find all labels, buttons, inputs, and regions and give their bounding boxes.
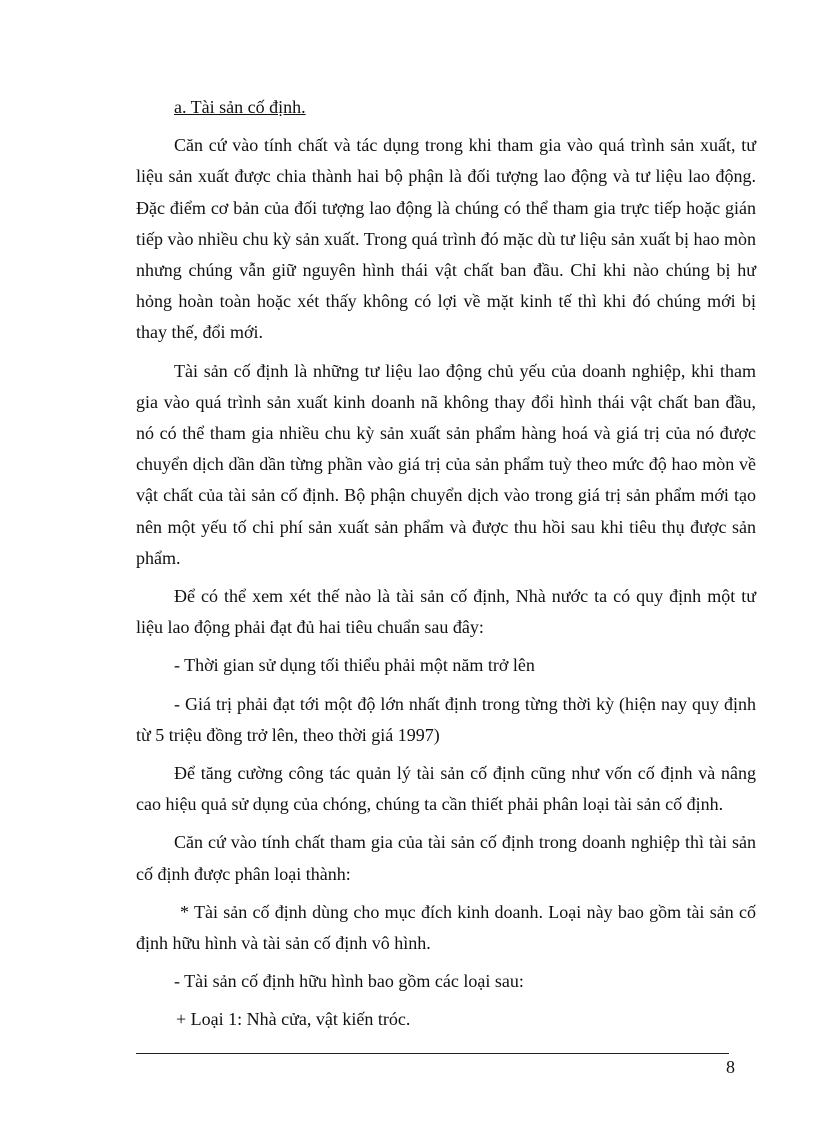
paragraph: Để có thể xem xét thế nào là tài sản cố định, Nhà nước ta có quy định một tư liệu lao động phải đạt đủ hai tiêu chuẩn sau đây:: [136, 586, 756, 638]
list-item: + Loại 1: Nhà cửa, vật kiến tróc.: [176, 1009, 411, 1030]
paragraph: Tài sản cố định là những tư liệu lao động chủ yếu của doanh nghiệp, khi tham gia vào quá trình sản xuất kinh doanh nã không thay đổi hình thái vật chất ban đầu, nó có thể tham gia nhiều chu kỳ sản xuất sản phẩm hàng hoá và giá trị của nó được chuyển dịch dần dần từng phần vào giá trị của sản phẩm tuỳ theo mức độ hao mòn về vật chất của tài sản cố định. Bộ phận chuyển dịch vào trong giá trị sản phẩm mới tạo nên một yếu tố chi phí sản xuất sản phẩm và được thu hồi sau khi tiêu thụ được sản phẩm.: [136, 360, 756, 568]
page-number: 8: [726, 1057, 735, 1077]
list-item: - Thời gian sử dụng tối thiểu phải một năm trở lên: [174, 655, 535, 676]
footer-divider: [136, 1053, 729, 1054]
list-item: * Tài sản cố định dùng cho mục đích kinh doanh. Loại này bao gồm tài sản cố định hữu hình và tài sản cố định vô hình.: [136, 901, 756, 954]
paragraph: Căn cứ vào tính chất và tác dụng trong khi tham gia vào quá trình sản xuất, tư liệu sản xuất được chia thành hai bộ phận là đối tượng lao động và tư liệu lao động. Đặc điểm cơ bản của đối tượng lao động là chúng có thể tham gia trực tiếp hoặc gián tiếp vào nhiều chu kỳ sản xuất. Trong quá trình đó mặc dù tư liệu sản xuất bị hao mòn nhưng chúng vẫn giữ nguyên hình thái vật chất ban đầu. Chỉ khi nào chúng bị hư hỏng hoàn toàn hoặc xét thấy không có lợi về mặt kinh tế thì khi đó chúng mới bị thay thế, đổi mới.: [136, 135, 756, 343]
list-item: - Giá trị phải đạt tới một độ lớn nhất định trong từng thời kỳ (hiện nay quy định từ 5 triệu đồng trở lên, theo thời giá 1997): [136, 693, 756, 745]
page-body: [136, 92, 756, 1043]
list-item: - Tài sản cố định hữu hình bao gồm các loại sau:: [174, 971, 524, 992]
paragraph: Căn cứ vào tính chất tham gia của tài sản cố định trong doanh nghiệp thì tài sản cố định được phân loại thành:: [136, 832, 756, 884]
section-heading: a. Tài sản cố định.: [174, 97, 306, 117]
paragraph: Để tăng cường công tác quản lý tài sản cố định cũng như vốn cố định và nâng cao hiệu quả sử dụng của chóng, chúng ta cần thiết phải phân loại tài sản cố định.: [136, 763, 756, 815]
